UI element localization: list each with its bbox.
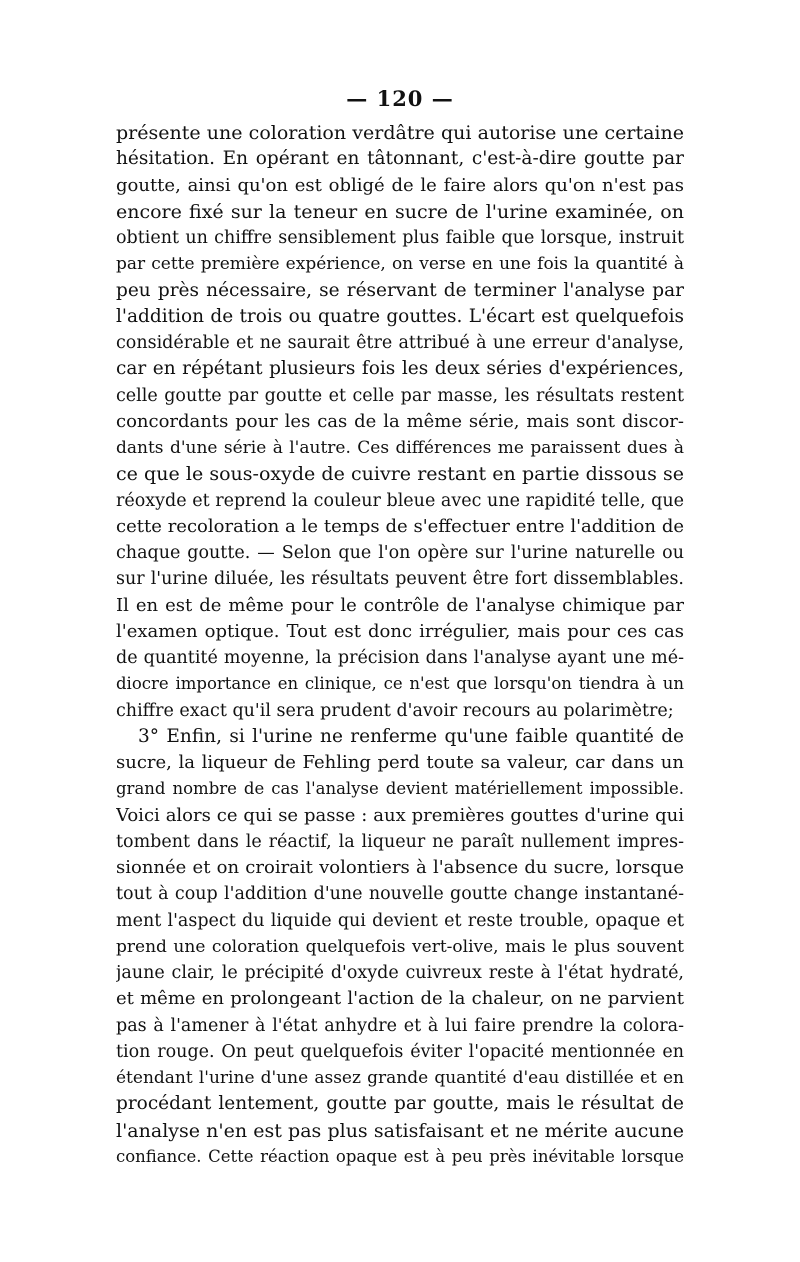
text-line: prend une coloration quelquefois vert-olive, mais le plus souvent [116,936,684,957]
text-line: chiffre exact qu'il sera prudent d'avoir recours au polarimètre; [116,700,674,721]
text-line: dants d'une série à l'autre. Ces différences me paraissent dues à [116,438,684,458]
text-line: considérable et ne saurait être attribué à une erreur d'analyse, [116,333,684,353]
text-line: jaune clair, le précipité d'oxyde cuivreux reste à l'état hydraté, [116,963,684,983]
text-line: hésitation. En opérant en tâtonnant, c'est-à-dire goutte par [116,148,684,170]
text-line: chaque goutte. — Selon que l'on opère sur l'urine naturelle ou [116,543,684,563]
text-line: tion rouge. On peut quelquefois éviter l'opacité mentionnée en [116,1041,684,1062]
text-line: l'addition de trois ou quatre gouttes. L'écart est quelquefois [116,305,684,327]
text-line: goutte, ainsi qu'on est obligé de le faire alors qu'on n'est pas [116,174,684,196]
text-line: sionnée et on croirait volontiers à l'absence du sucre, lorsque [116,857,684,878]
text-line: et même en prolongeant l'action de la chaleur, on ne parvient [116,988,684,1010]
text-line: l'analyse n'en est pas plus satisfaisant et ne mérite aucune [116,1119,684,1142]
text-line: Il en est de même pour le contrôle de l'analyse chimique par [116,594,684,616]
text-line: cette recoloration a le temps de s'effectuer entre l'addition de [116,515,684,537]
text-line: tombent dans le réactif, la liqueur ne paraît nullement impres- [116,831,684,852]
text-line: obtient un chiffre sensiblement plus faible que lorsque, instruit [116,228,684,248]
text-line: ce que le sous-oxyde de cuivre restant en partie dissous se [116,463,684,486]
text-line: grand nombre de cas l'analyse devient matériellement impossible. [116,779,684,799]
text-line: car en répétant plusieurs fois les deux séries d'expériences, [116,358,684,380]
text-line: encore fixé sur la teneur en sucre de l'urine examinée, on [116,200,684,223]
text-line: diocre importance en clinique, ce n'est que lorsqu'on tiendra à un [116,674,684,694]
page-number: — 120 — [346,86,454,111]
text-line: Voici alors ce qui se passe : aux premières gouttes d'urine qui [116,804,684,826]
text-line: étendant l'urine d'une assez grande quantité d'eau distillée et en [116,1068,684,1088]
text-line: sucre, la liqueur de Fehling perd toute sa valeur, car dans un [116,752,684,773]
text-line: par cette première expérience, on verse en une fois la quantité à [116,254,684,275]
text-line: sur l'urine diluée, les résultats peuvent être fort dissemblables. [116,569,684,590]
text-line: l'examen optique. Tout est donc irrégulier, mais pour ces cas [116,620,684,642]
text-line: réoxyde et reprend la couleur bleue avec une rapidité telle, que [116,490,684,511]
text-line: tout à coup l'addition d'une nouvelle goutte change instantané- [116,884,684,905]
body-text [116,120,684,1170]
text-line: présente une coloration verdâtre qui autorise une certaine [116,122,684,144]
text-line: de quantité moyenne, la précision dans l'analyse ayant une mé- [116,648,684,668]
text-line: ment l'aspect du liquide qui devient et reste trouble, opaque et [116,910,684,931]
text-line: pas à l'amener à l'état anhydre et à lui faire prendre la colora- [116,1015,684,1036]
text-line: confiance. Cette réaction opaque est à peu près inévitable lorsque [116,1146,684,1166]
text-line: 3° Enfin, si l'urine ne renferme qu'une faible quantité de [138,725,684,747]
text-line: peu près nécessaire, se réservant de terminer l'analyse par [116,279,684,301]
text-line: celle goutte par goutte et celle par masse, les résultats restent [116,385,684,406]
text-line: procédant lentement, goutte par goutte, mais le résultat de [116,1093,684,1115]
text-line: concordants pour les cas de la même série, mais sont discor- [116,410,684,432]
